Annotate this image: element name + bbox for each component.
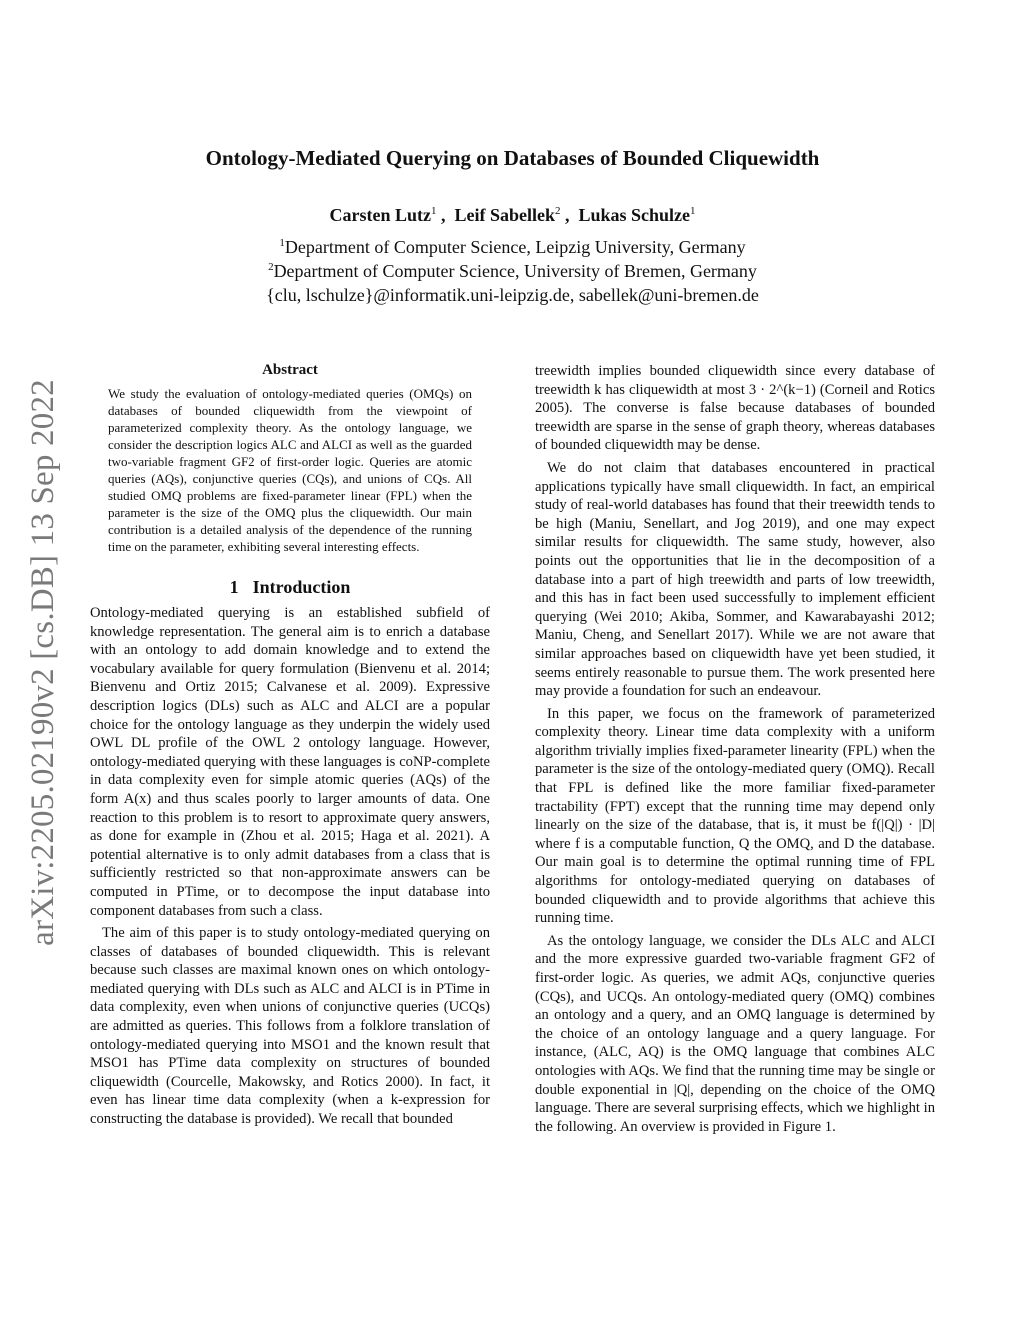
arxiv-identifier-sidebar [8,350,78,975]
affiliation-text: Department of Computer Science, University of Bremen, Germany [273,261,757,281]
paragraph: Ontology-mediated querying is an established subfield of knowledge representation. The general aim is to enrich a database with an ontology to add domain knowledge and to extend the vocabulary available for query formulation (Bienvenu et al. 2014; Bienvenu and Ortiz 2015; Calvanese et al. 2009). Expressive description logics (DLs) such as ALC and ALCI are a popular choice for the ontology language as they underpin the widely used OWL DL profile of the OWL 2 ontology language. However, ontology-mediated querying with these languages is coNP-complete in data complexity even for simple atomic queries (AQs) of the form A(x) and thus scales poorly to larger amounts of data. One reaction to this problem is to resort to approximate query answers, as done for example in (Zhou et al. 2015; Haga et al. 2021). A potential alternative is to only admit databases from a class that is sufficiently restricted so that non-approximate answers can be computed in PTime, or to decompose the input database into component databases from such a class. [90,605,490,919]
paragraph: treewidth implies bounded cliquewidth since every database of treewidth k has cliquewidth at most 3 · 2^(k−1) (Corneil and Rotics 2005). The converse is false because databases of bounded treewidth are sparse in the sense of graph theory, whereas databases of bounded cliquewidth may be dense. [535,363,935,454]
paper-title: Ontology-Mediated Querying on Databases of Bounded Cliquewidth [205,146,820,170]
abstract-heading: Abstract [262,362,318,378]
author-affiliation-marker: 1 [430,205,437,217]
paragraph: As the ontology language, we consider the DLs ALC and ALCI and the more expressive guarded two-variable fragment GF2 of first-order logic. As queries, we admit AQs, conjunctive queries (CQs), and UCQs. An ontology-mediated query (OMQ) combines an ontology and a query, and an OMQ language is determined by the choice of an ontology language and a query language. For instance, (ALC, AQ) is the OMQ language that combines ALC ontologies with AQs. We find that the running time may be single or double exponential in |Q|, depending on the choice of the OMQ language. There are several surprising effects, which we highlight in the following. An overview is provided in Figure 1. [535,932,935,1135]
affiliation-marker: 2 [268,261,274,273]
author-affiliation-marker: 2 [554,205,561,217]
arxiv-identifier: arXiv:2205.02190v2 [cs.DB] 13 Sep 2022 [24,379,61,946]
author-list: Carsten Lutz$^1$ , Leif Sabellek$^2$ , Lukas Schulze$^1$ [329,205,696,225]
affiliation-leipzig [90,237,935,258]
author-emails: {clu, lschulze}@informatik.uni-leipzig.de, sabellek@uni-bremen.de [266,285,759,305]
author-name: Leif Sabellek [454,205,555,225]
author-name: Carsten Lutz [329,205,431,225]
paragraph: In this paper, we focus on the framework of parameterized complexity theory. Linear time data complexity with a uniform algorithm trivially implies fixed-parameter linearity (FPL) when the parameter is the size of the ontology-mediated query (OMQ). Recall that FPL is defined like the more familiar fixed-parameter tractability (FPT) except that the running time may depend only linearly on the size of the database, that is, it must be f(|Q|) · |D| where f is a computable function, Q the OMQ, and D the database. Our main goal is to determine the optimal running time of FPL algorithms for ontology-mediated querying on databases of bounded cliquewidth and to provide algorithms that achieve this running time. [535,705,935,927]
affiliation-bremen [90,261,935,282]
section-heading-introduction [90,577,490,598]
author-name: Lukas Schulze [578,205,691,225]
paragraph: The aim of this paper is to study ontology-mediated querying on classes of databases of bounded cliquewidth. This is relevant because such classes are maximal known ones on which ontology-mediated querying with DLs such as ALC and ALCI is in PTime in data complexity, even when unions of conjunctive queries (UCQs) are admitted as queries. This follows from a folklore translation of ontology-mediated querying into MSO1 and the known result that MSO1 has PTime data complexity on structures of bounded cliquewidth (Courcelle, Makowsky, and Rotics 2000). In fact, it even has linear time data complexity (when a k-expression for constructing the database is provided). We recall that bounded [90,925,490,1128]
affiliation-text: Department of Computer Science, Leipzig University, Germany [284,237,746,257]
affiliation-marker: 1 [279,237,285,249]
right-column [535,362,935,1136]
abstract-text: We study the evaluation of ontology-mediated queries (OMQs) on databases of bounded cliquewidth from the viewpoint of parameterized complexity theory. As the ontology language, we consider the description logics ALC and ALCI as well as the guarded two-variable fragment GF2 of first-order logic. Queries are atomic queries (AQs), conjunctive queries (CQs), and unions of CQs. All studied OMQ problems are fixed-parameter linear (FPL) when the parameter is the size of the OMQ plus the cliquewidth. Our main contribution is a detailed analysis of the dependence of the running time on the parameter, exhibiting several interesting effects. [108,386,472,554]
section-number: 1 [229,577,239,597]
left-column [90,362,490,1129]
section-title: Introduction [252,577,351,597]
paragraph: We do not claim that databases encountered in practical applications typically have small cliquewidth. In fact, an empirical study of real-world databases has found that their treewidth tends to be high (Maniu, Senellart, and Jog 2019), and one may expect similar results for cliquewidth. The same study, however, also points out the opportunities that lie in the decomposition of a database into a part of high treewidth and parts of low treewidth, and this has in fact been used successfully to implement efficient querying (Wei 2010; Akiba, Sommer, and Kawarabayashi 2012; Maniu, Cheng, and Senellart 2017). While we are not aware that similar approaches based on cliquewidth have yet been studied, it seems entirely reasonable to pursue them. The work presented here may provide a foundation for such an endeavour. [535,459,935,700]
author-affiliation-marker: 1 [690,205,696,217]
